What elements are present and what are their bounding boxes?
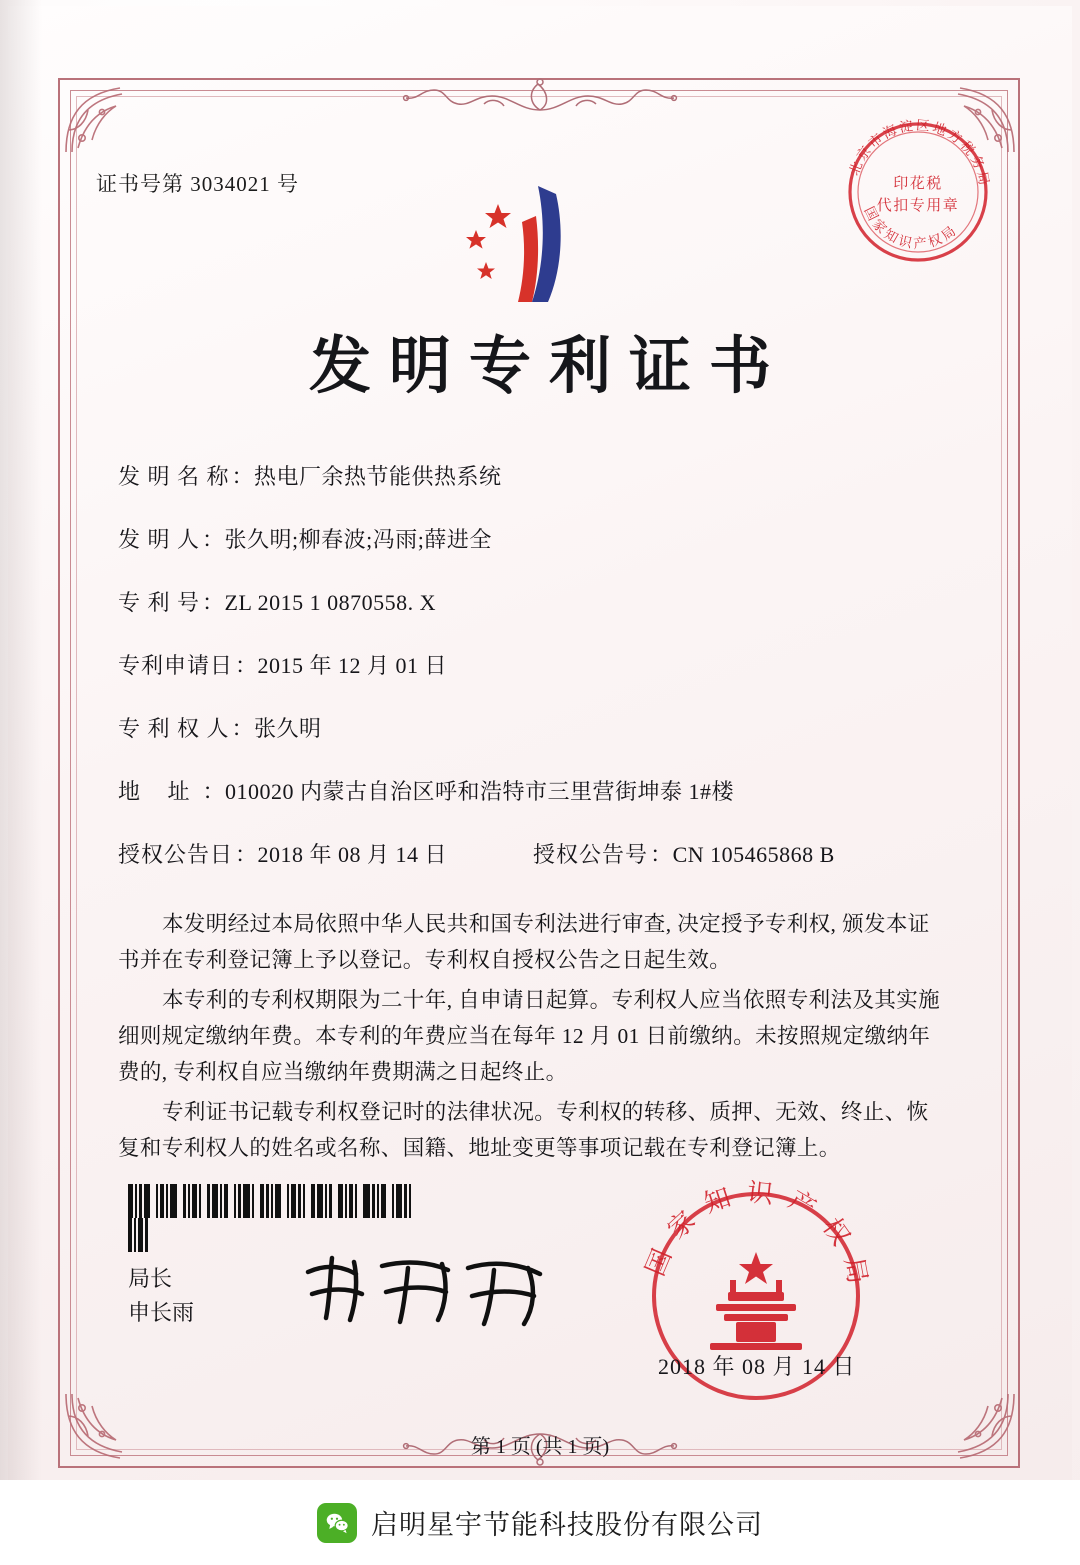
body-text xyxy=(118,906,944,1170)
field-label-grant-date: 授权公告日 xyxy=(118,842,234,867)
top-flourish-icon xyxy=(380,70,700,116)
svg-text:印花税: 印花税 xyxy=(893,174,943,192)
handwritten-signature-icon xyxy=(296,1246,556,1332)
patent-office-logo-icon xyxy=(452,178,612,310)
field-label: 发 明 人 xyxy=(118,527,201,552)
svg-text:国家知识产权局: 国家知识产权局 xyxy=(860,204,962,253)
field-value-grant-date: ：2018 年 08 月 14 日 xyxy=(235,842,448,867)
field-value-application-date: ：2015 年 12 月 01 日 xyxy=(235,653,448,678)
paragraph-1: 本发明经过本局依照中华人民共和国专利法进行审查, 决定授予专利权, 颁发本证书并在专利登记簿上予以登记。专利权自授权公告之日起生效。 xyxy=(118,912,930,972)
footer-company-name: 启明星宇节能科技股份有限公司 xyxy=(371,1510,763,1540)
footer-bar xyxy=(0,1480,1080,1565)
field-label: 专 利 号 xyxy=(118,590,201,615)
field-label: 专利申请日 xyxy=(118,653,234,678)
signature-block xyxy=(128,1262,194,1330)
field-value-address: ：010020 内蒙古自治区呼和浩特市三里营街坤泰 1#楼 xyxy=(202,779,735,804)
page-title: 发明专利证书 xyxy=(308,329,789,402)
field-row-patent-number xyxy=(118,586,958,617)
field-row-patentee xyxy=(118,712,958,743)
field-row-address xyxy=(118,775,958,806)
field-label: 专 利 权 人 xyxy=(118,716,230,741)
signature-name: 申长雨 xyxy=(128,1300,195,1325)
field-value-inventors: ：张久明;柳春波;冯雨;薛进全 xyxy=(202,527,492,552)
field-value-invention-title: ：热电厂余热节能供热系统 xyxy=(231,464,502,489)
field-value-grant-number: ：CN 105465868 B xyxy=(650,842,835,867)
certificate-number: 证书号第 3034021 号 xyxy=(96,172,299,196)
svg-text:北京市海淀区地方税务局: 北京市海淀区地方税务局 xyxy=(846,117,993,189)
field-row-grant xyxy=(118,838,958,869)
corner-ornament-icon xyxy=(62,82,136,156)
field-value-patentee: ：张久明 xyxy=(231,716,322,741)
page-number: 第 1 页 (共 1 页) xyxy=(470,1436,610,1458)
seal-date: 2018 年 08 月 14 日 xyxy=(658,1354,856,1379)
tax-seal-stamp xyxy=(838,112,998,272)
paragraph-2: 本专利的专利权期限为二十年, 自申请日起算。专利权人应当依照专利法及其实施细则规定缴纳年费。本专利的年费应当在每年 12 月 01 日前缴纳。未按照规定缴纳年费的, 专利权自应当缴纳年费期满之日起终止。 xyxy=(118,988,941,1084)
svg-text:国家知识产权局: 国家知识产权局 xyxy=(640,1180,872,1300)
field-label: 地 址 xyxy=(118,779,201,804)
field-row-inventors xyxy=(118,523,958,554)
wechat-icon xyxy=(317,1503,357,1543)
field-value-patent-number: ：ZL 2015 1 0870558. X xyxy=(202,590,436,615)
paragraph-3: 专利证书记载专利权登记时的法律状况。专利权的转移、质押、无效、终止、恢复和专利权人的姓名或名称、国籍、地址变更等事项记载在专利登记簿上。 xyxy=(118,1100,929,1160)
field-label: 发 明 名 称 xyxy=(118,464,230,489)
svg-text:代扣专用章: 代扣专用章 xyxy=(876,196,960,214)
field-row-invention-title xyxy=(118,460,958,491)
signature-role: 局长 xyxy=(128,1266,173,1291)
barcode xyxy=(128,1184,414,1218)
field-label-grant-number: 授权公告号 xyxy=(533,842,649,867)
field-list xyxy=(118,460,958,901)
field-row-application-date xyxy=(118,649,958,680)
